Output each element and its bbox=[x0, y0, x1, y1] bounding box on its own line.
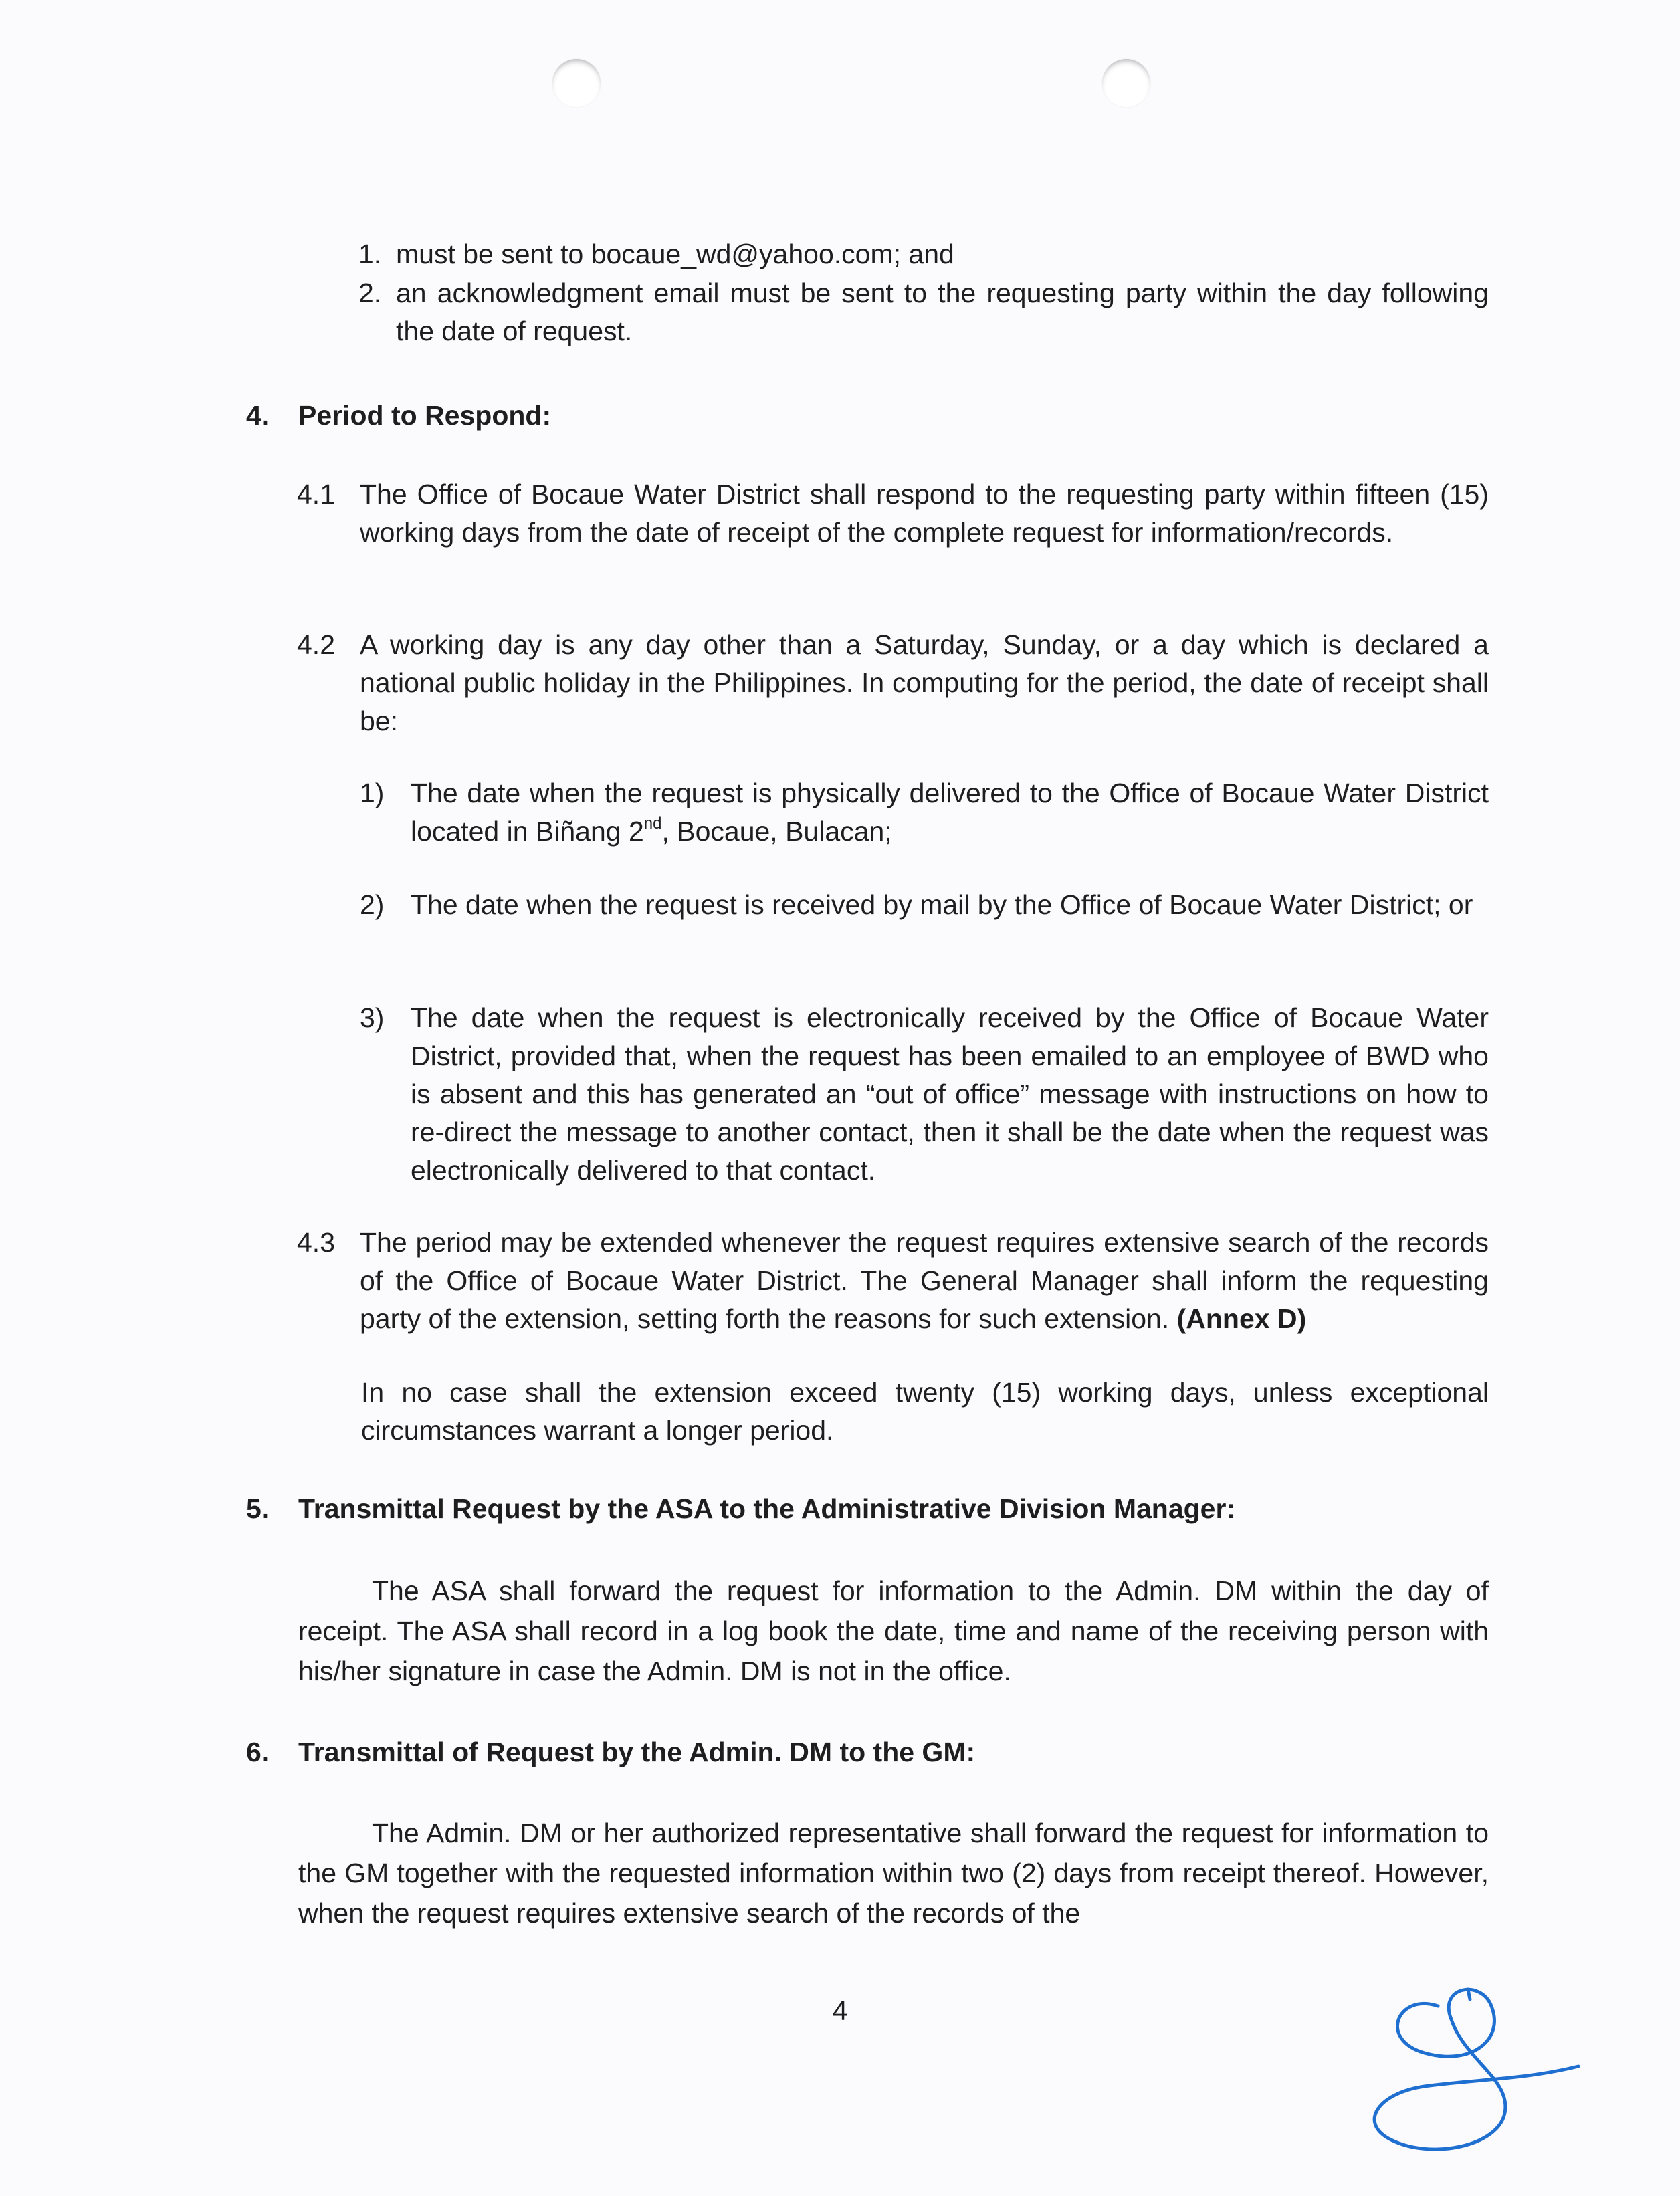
paragraph-text bbox=[360, 1224, 1489, 1338]
section-heading-6 bbox=[246, 1733, 975, 1771]
list-item bbox=[358, 235, 1489, 273]
list-item-text: must be sent to bocaue_wd@yahoo.com; and bbox=[396, 239, 954, 269]
paragraph-4-3 bbox=[297, 1224, 1489, 1338]
superscript: nd bbox=[643, 814, 662, 833]
paragraph-number: 4.2 bbox=[297, 629, 335, 660]
list-item bbox=[360, 774, 1489, 851]
list-item-text-part: The date when the request is physically delivered to the Office of Bocaue Water District located in Biñang 2 bbox=[411, 778, 1489, 847]
list-item-text: The date when the request is electronically received by the Office of Bocaue Water District, provided that, when the request has been emailed to an employee of BWD who is absent and this has generated an “out of office” message with instructions on how to re-direct the message to another contact, then it shall be the date when the request was electronically delivered to that contact. bbox=[411, 1002, 1489, 1186]
paragraph-text-body: The period may be extended whenever the request requires extensive search of the records of the Office of Bocaue Water District. The General Manager shall inform the requesting party of the extension, setting forth the reasons for such extension. bbox=[360, 1227, 1489, 1334]
list-item-number: 2. bbox=[358, 278, 382, 308]
section-6-body: The Admin. DM or her authorized representative shall forward the request for information to the GM together with the requested information within two (2) days from receipt thereof. However, when the request requires extensive search of the records of the bbox=[298, 1818, 1489, 1929]
section-number: 6. bbox=[246, 1737, 270, 1767]
paragraph-number: 4.1 bbox=[297, 479, 335, 510]
list-item bbox=[360, 886, 1489, 924]
paragraph-number: 4.3 bbox=[297, 1227, 335, 1258]
section-heading-5 bbox=[246, 1490, 1235, 1528]
list-item-number: 1) bbox=[360, 778, 385, 808]
section-number: 4. bbox=[246, 400, 270, 431]
handwritten-signature bbox=[1351, 1966, 1605, 2167]
list-item-text: The date when the request is received by mail by the Office of Bocaue Water District; or bbox=[411, 889, 1473, 920]
list-item bbox=[360, 999, 1489, 1190]
list-item-text-part: , Bocaue, Bulacan; bbox=[661, 816, 892, 847]
section-title: Transmittal Request by the ASA to the Administrative Division Manager: bbox=[298, 1493, 1236, 1524]
page-number: 4 bbox=[832, 1995, 848, 2026]
list-item-text bbox=[411, 774, 1489, 851]
list-item-text: an acknowledgment email must be sent to the requesting party within the day following the date of request. bbox=[396, 278, 1489, 346]
punch-hole-right bbox=[1102, 59, 1150, 107]
list-item-number: 3) bbox=[360, 1002, 385, 1033]
paragraph-4-3-continued: In no case shall the extension exceed twenty (15) working days, unless exceptional circumstances warrant a longer period. bbox=[361, 1377, 1489, 1446]
paragraph-4-1 bbox=[297, 475, 1489, 552]
list-item-number: 2) bbox=[360, 889, 385, 920]
paragraph-text: A working day is any day other than a Saturday, Sunday, or a day which is declared a national public holiday in the Philippines. In computing for the period, the date of receipt shall be: bbox=[360, 629, 1489, 736]
section-title: Period to Respond: bbox=[298, 400, 552, 431]
paragraph-text: The Office of Bocaue Water District shall respond to the requesting party within fifteen (15) working days from the date of receipt of the complete request for information/records. bbox=[360, 479, 1489, 548]
section-title: Transmittal of Request by the Admin. DM to the GM: bbox=[298, 1737, 976, 1767]
paragraph-4-2 bbox=[297, 626, 1489, 740]
punch-hole-left bbox=[552, 59, 601, 107]
section-5-body: The ASA shall forward the request for information to the Admin. DM within the day of receipt. The ASA shall record in a log book the date, time and name of the receiving person with his/her signature in case the Admin. DM is not in the office. bbox=[298, 1575, 1489, 1686]
list-item bbox=[358, 274, 1489, 350]
annex-reference: (Annex D) bbox=[1176, 1303, 1307, 1334]
section-number: 5. bbox=[246, 1493, 270, 1524]
section-heading-4 bbox=[246, 397, 551, 435]
list-item-number: 1. bbox=[358, 239, 382, 269]
